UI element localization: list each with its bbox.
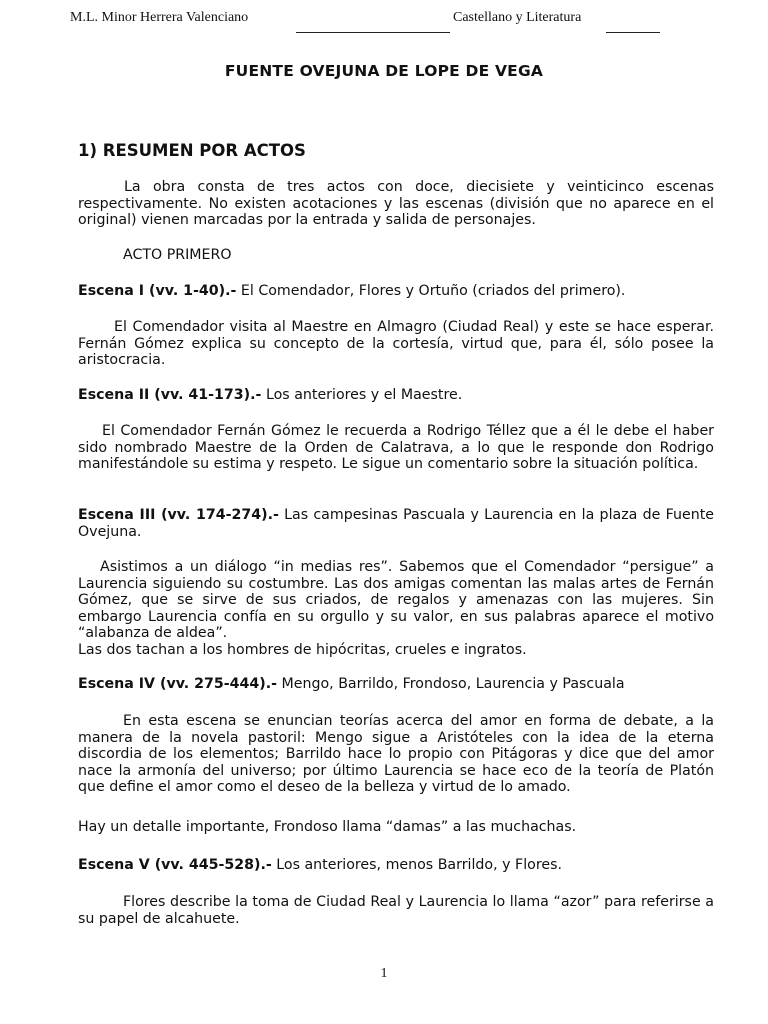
scene-paragraph: Asistimos a un diálogo “in medias res”. Sabemos que el Comendador “persigue” a Laurencia siguiendo su costumbre. Las dos amigas comentan las malas artes de Fernán Gómez, que se sirve de sus criados, de regalos y amenazas con las mujeres. Sin embargo Laurencia confía en su orgullo y su valor, en sus palabras aparece el motivo “alabanza de aldea”.	[78, 559, 714, 642]
scene-label: Escena III (vv. 174-274).-	[78, 507, 279, 523]
intro-block	[78, 179, 714, 229]
scene-2-heading	[78, 387, 714, 404]
page-number: 1	[380, 966, 388, 981]
scene-3-heading	[78, 507, 714, 540]
section-heading: 1) RESUMEN POR ACTOS	[78, 141, 306, 160]
scene-paragraph: Hay un detalle importante, Frondoso llama “damas” a las muchachas.	[78, 819, 577, 835]
scene-5-summary	[78, 894, 714, 927]
scene-characters: El Comendador, Flores y Ortuño (criados del primero).	[236, 283, 626, 299]
scene-paragraph: El Comendador visita al Maestre en Almagro (Ciudad Real) y este se hace esperar. Fernán Gómez explica su concepto de la cortesía, virtud que, para él, sólo posee la aristocracia.	[78, 319, 714, 369]
scene-paragraph: Las dos tachan a los hombres de hipócritas, crueles e ingratos.	[78, 641, 527, 658]
header-rule-left	[296, 32, 450, 33]
scene-4-summary	[78, 713, 714, 796]
scene-label: Escena IV (vv. 275-444).-	[78, 676, 278, 692]
document-title: FUENTE OVEJUNA DE LOPE DE VEGA	[224, 62, 544, 80]
scene-label: Escena II (vv. 41-173).-	[78, 387, 262, 403]
scene-paragraph: En esta escena se enuncian teorías acerca del amor en forma de debate, a la manera de la novela pastoril: Mengo sigue a Aristóteles con la idea de la eterna discordia de los elementos; Barrildo hace lo propio con Pitágoras y dice que del amor nace la armonía del universo; por último Laurencia se hace eco de la teoría de Platón que define el amor como el deseo de la belleza y virtud de lo amado.	[78, 713, 714, 796]
intro-paragraph	[78, 179, 714, 229]
scene-characters: Los anteriores, menos Barrildo, y Flores.	[271, 857, 562, 873]
header-rule-right	[606, 32, 660, 33]
intro-text: La obra consta de tres actos con doce, diecisiete y veinticinco escenas respectivamente. No existen acotaciones y las escenas (división que no aparece en el original) vienen marcadas por la entrada y salida de personajes.	[78, 179, 714, 229]
scene-characters: Las campesinas Pascuala y Laurencia en la plaza de Fuente Ovejuna.	[78, 507, 714, 540]
header-subject: Castellano y Literatura	[453, 10, 582, 25]
scene-label: Escena V (vv. 445-528).-	[78, 857, 272, 873]
scene-paragraph: El Comendador Fernán Gómez le recuerda a Rodrigo Téllez que a él le debe el haber sido nombrado Maestre de la Orden de Calatrava, a lo que le responde don Rodrigo manifestándole su estima y respeto. Le sigue un comentario sobre la situación política.	[78, 423, 714, 473]
header-author: M.L. Minor Herrera Valenciano	[70, 10, 249, 25]
scene-3-summary	[78, 559, 714, 659]
scene-2-summary	[78, 423, 714, 473]
scene-paragraph: Flores describe la toma de Ciudad Real y Laurencia lo llama “azor” para referirse a su papel de alcahuete.	[78, 894, 714, 927]
scene-4-heading	[78, 676, 714, 693]
scene-4-note	[78, 819, 714, 836]
scene-1-summary	[78, 319, 714, 369]
scene-characters: Mengo, Barrildo, Frondoso, Laurencia y Pascuala	[277, 676, 625, 692]
scene-5-heading	[78, 857, 714, 874]
act-heading: ACTO PRIMERO	[123, 247, 232, 263]
scene-1-heading	[78, 283, 714, 300]
scene-characters: Los anteriores y el Maestre.	[261, 387, 463, 403]
scene-label: Escena I (vv. 1-40).-	[78, 283, 237, 299]
